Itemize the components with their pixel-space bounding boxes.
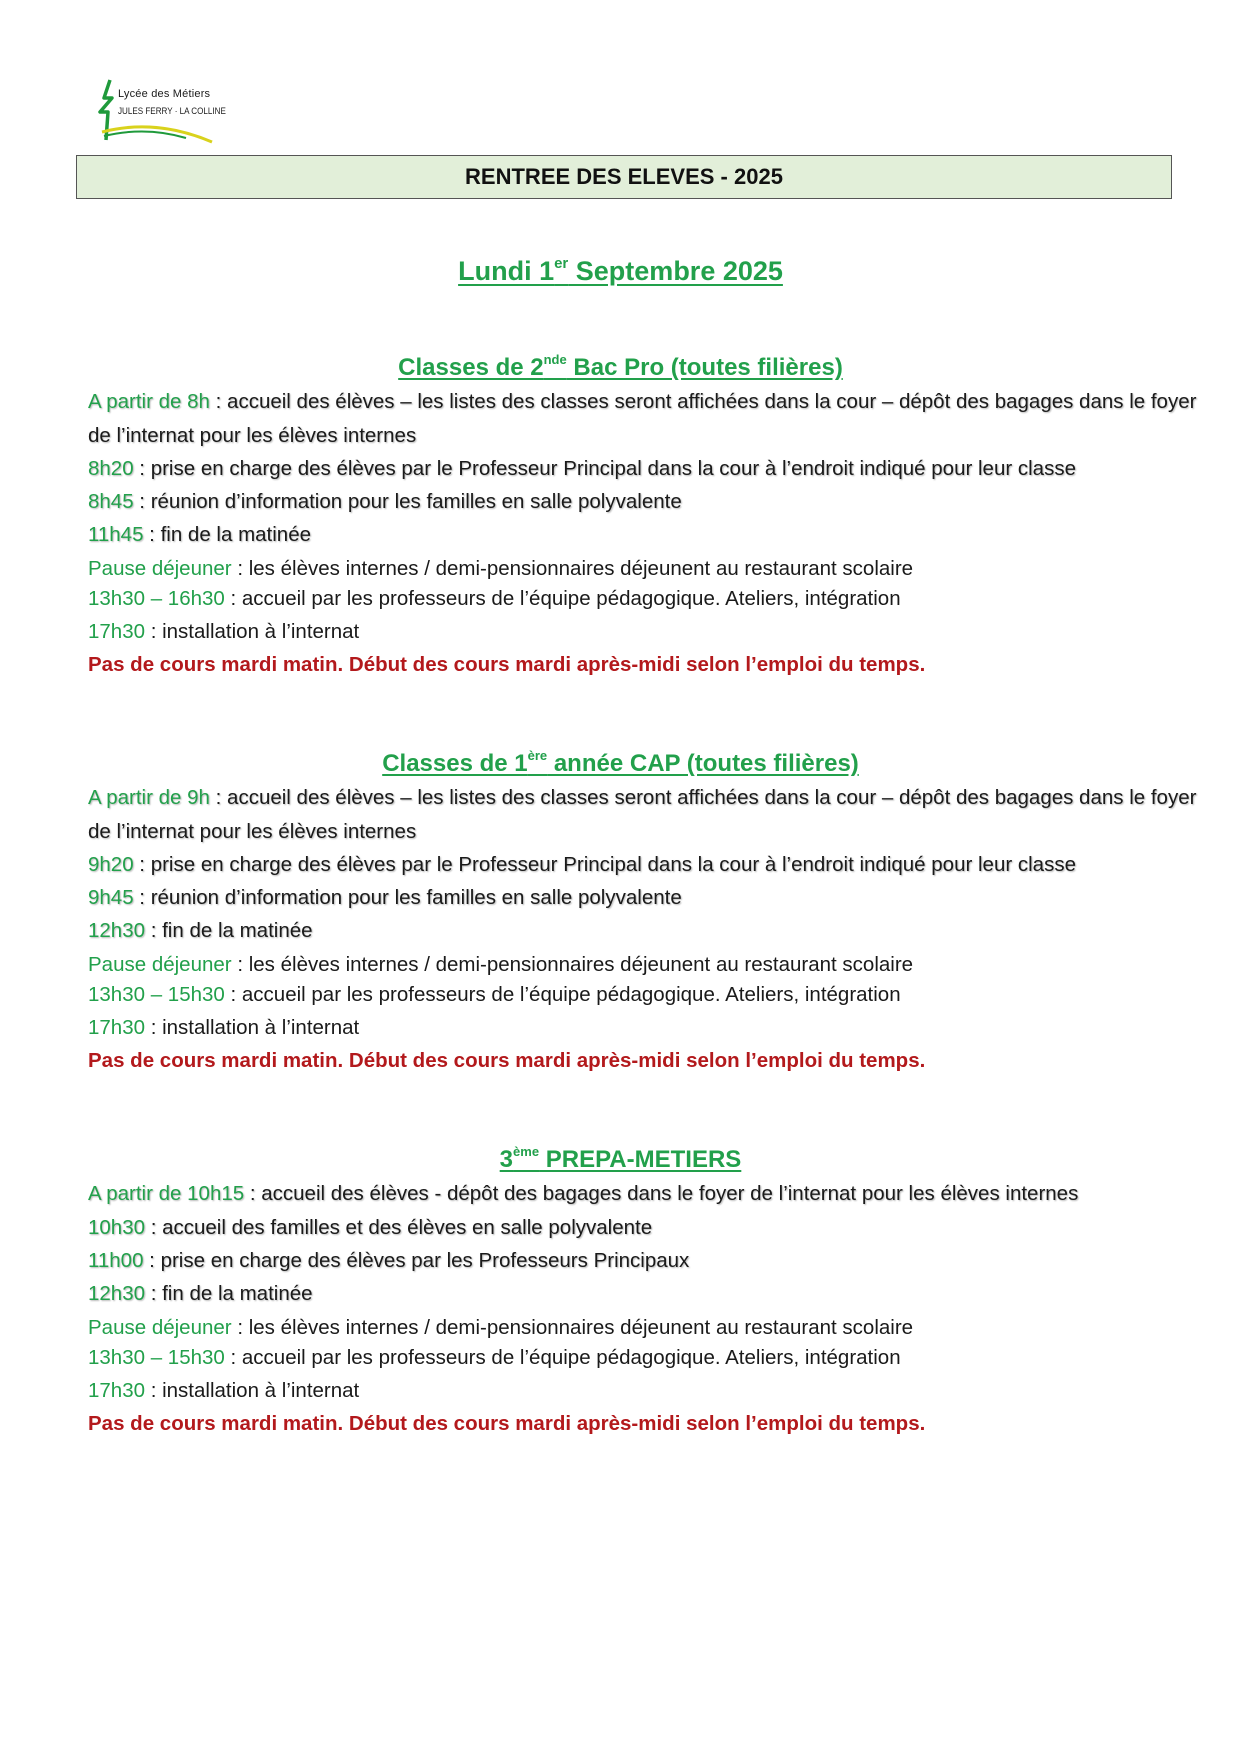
boarding-text: : installation à l’internat bbox=[145, 1379, 360, 1402]
arrival-time: A partir de 9h bbox=[88, 786, 210, 809]
boarding-line bbox=[88, 1015, 1198, 1041]
section-title-sup: nde bbox=[543, 352, 567, 367]
boarding-line bbox=[88, 1378, 1198, 1404]
section-title-cap bbox=[0, 750, 1241, 778]
pickup-text: : prise en charge des élèves par le Professeur Principal dans la cour à l’endroit indiqué pour leur classe bbox=[133, 457, 1076, 480]
afternoon-line bbox=[88, 1345, 1198, 1371]
section-title-prepa-metiers bbox=[0, 1146, 1241, 1174]
end-line bbox=[88, 1281, 1198, 1307]
end-text: : fin de la matinée bbox=[145, 919, 313, 942]
end-line bbox=[88, 522, 1198, 548]
date-pre: Lundi 1 bbox=[458, 256, 555, 286]
lunch-label: Pause déjeuner bbox=[88, 557, 232, 580]
logo-text-line2: JULES FERRY · LA COLLINE bbox=[118, 106, 226, 117]
date-sup: er bbox=[554, 255, 569, 272]
meeting-text: : réunion d’information pour les familles en salle polyvalente bbox=[133, 886, 682, 909]
date-post: Septembre 2025 bbox=[568, 256, 783, 286]
section-title-sup: ème bbox=[513, 1144, 540, 1159]
section-title-post: PREPA-METIERS bbox=[539, 1146, 742, 1173]
lunch-text: : les élèves internes / demi-pensionnaires déjeunent au restaurant scolaire bbox=[231, 557, 914, 580]
section-title-pre: 3 bbox=[499, 1146, 514, 1173]
notice-line: Pas de cours mardi matin. Début des cours mardi après-midi selon l’emploi du temps. bbox=[88, 1049, 926, 1072]
boarding-time: 17h30 bbox=[88, 620, 146, 643]
boarding-line bbox=[88, 619, 1198, 645]
boarding-text: : installation à l’internat bbox=[145, 1016, 360, 1039]
arrival-text: : accueil des élèves – les listes des classes seront affichées dans la cour – dépôt des bagages dans le foyer de l’internat pour les élèves internes bbox=[88, 390, 1197, 447]
pickup-time: 11h00 bbox=[88, 1249, 144, 1272]
notice-line: Pas de cours mardi matin. Début des cours mardi après-midi selon l’emploi du temps. bbox=[88, 1412, 926, 1435]
boarding-time: 17h30 bbox=[88, 1379, 146, 1402]
end-text: : fin de la matinée bbox=[143, 523, 311, 546]
end-time: 12h30 bbox=[88, 1282, 146, 1305]
meeting-line bbox=[88, 885, 1198, 911]
arrival-time: A partir de 10h15 bbox=[88, 1182, 245, 1205]
afternoon-time: 13h30 – 16h30 bbox=[88, 587, 225, 610]
end-text: : fin de la matinée bbox=[145, 1282, 313, 1305]
end-time: 12h30 bbox=[88, 919, 146, 942]
afternoon-time: 13h30 – 15h30 bbox=[88, 1346, 225, 1369]
pickup-time: 8h20 bbox=[88, 457, 134, 480]
lunch-text: : les élèves internes / demi-pensionnaires déjeunent au restaurant scolaire bbox=[231, 953, 914, 976]
arrival-text: : accueil des élèves - dépôt des bagages dans le foyer de l’internat pour les élèves internes bbox=[244, 1182, 1079, 1205]
pickup-text: : prise en charge des élèves par les Professeurs Principaux bbox=[143, 1249, 690, 1272]
meeting-text: : réunion d’information pour les familles en salle polyvalente bbox=[133, 490, 682, 513]
lunch-label: Pause déjeuner bbox=[88, 953, 232, 976]
section-title-post: année CAP (toutes filières) bbox=[547, 750, 859, 777]
boarding-time: 17h30 bbox=[88, 1016, 146, 1039]
logo-text-line1: Lycée des Métiers bbox=[118, 88, 211, 100]
afternoon-line bbox=[88, 586, 1198, 612]
families-line bbox=[88, 1215, 1198, 1241]
end-line bbox=[88, 918, 1198, 944]
section-title-pre: Classes de 1 bbox=[382, 750, 528, 777]
pickup-line bbox=[88, 456, 1198, 482]
end-time: 11h45 bbox=[88, 523, 144, 546]
arrival-line bbox=[88, 781, 1198, 849]
arrival-time: A partir de 8h bbox=[88, 390, 210, 413]
pickup-text: : prise en charge des élèves par le Professeur Principal dans la cour à l’endroit indiqué pour leur classe bbox=[133, 853, 1076, 876]
section-title-bac-pro bbox=[0, 354, 1241, 382]
pickup-line bbox=[88, 852, 1198, 878]
lunch-line bbox=[88, 952, 1198, 978]
pickup-line bbox=[88, 1248, 1198, 1274]
afternoon-line bbox=[88, 982, 1198, 1008]
document-title: RENTREE DES ELEVES - 2025 bbox=[76, 155, 1172, 199]
notice-line: Pas de cours mardi matin. Début des cours mardi après-midi selon l’emploi du temps. bbox=[88, 653, 926, 676]
families-text: : accueil des familles et des élèves en salle polyvalente bbox=[145, 1216, 653, 1239]
school-logo bbox=[96, 76, 226, 146]
families-time: 10h30 bbox=[88, 1216, 146, 1239]
meeting-line bbox=[88, 489, 1198, 515]
lunch-line bbox=[88, 1315, 1198, 1341]
arrival-text: : accueil des élèves – les listes des classes seront affichées dans la cour – dépôt des bagages dans le foyer de l’internat pour les élèves internes bbox=[88, 786, 1197, 843]
afternoon-time: 13h30 – 15h30 bbox=[88, 983, 225, 1006]
pickup-time: 9h20 bbox=[88, 853, 134, 876]
meeting-time: 9h45 bbox=[88, 886, 134, 909]
lunch-label: Pause déjeuner bbox=[88, 1316, 232, 1339]
arrival-line bbox=[88, 1181, 1198, 1207]
lunch-text: : les élèves internes / demi-pensionnaires déjeunent au restaurant scolaire bbox=[231, 1316, 914, 1339]
section-title-pre: Classes de 2 bbox=[398, 354, 544, 381]
afternoon-text: : accueil par les professeurs de l’équipe pédagogique. Ateliers, intégration bbox=[224, 1346, 901, 1369]
lunch-line bbox=[88, 556, 1198, 582]
section-title-sup: ère bbox=[527, 748, 548, 763]
date-heading bbox=[0, 256, 1241, 287]
afternoon-text: : accueil par les professeurs de l’équipe pédagogique. Ateliers, intégration bbox=[224, 983, 901, 1006]
boarding-text: : installation à l’internat bbox=[145, 620, 360, 643]
meeting-time: 8h45 bbox=[88, 490, 134, 513]
arrival-line bbox=[88, 385, 1198, 453]
section-title-post: Bac Pro (toutes filières) bbox=[566, 354, 843, 381]
afternoon-text: : accueil par les professeurs de l’équipe pédagogique. Ateliers, intégration bbox=[224, 587, 901, 610]
